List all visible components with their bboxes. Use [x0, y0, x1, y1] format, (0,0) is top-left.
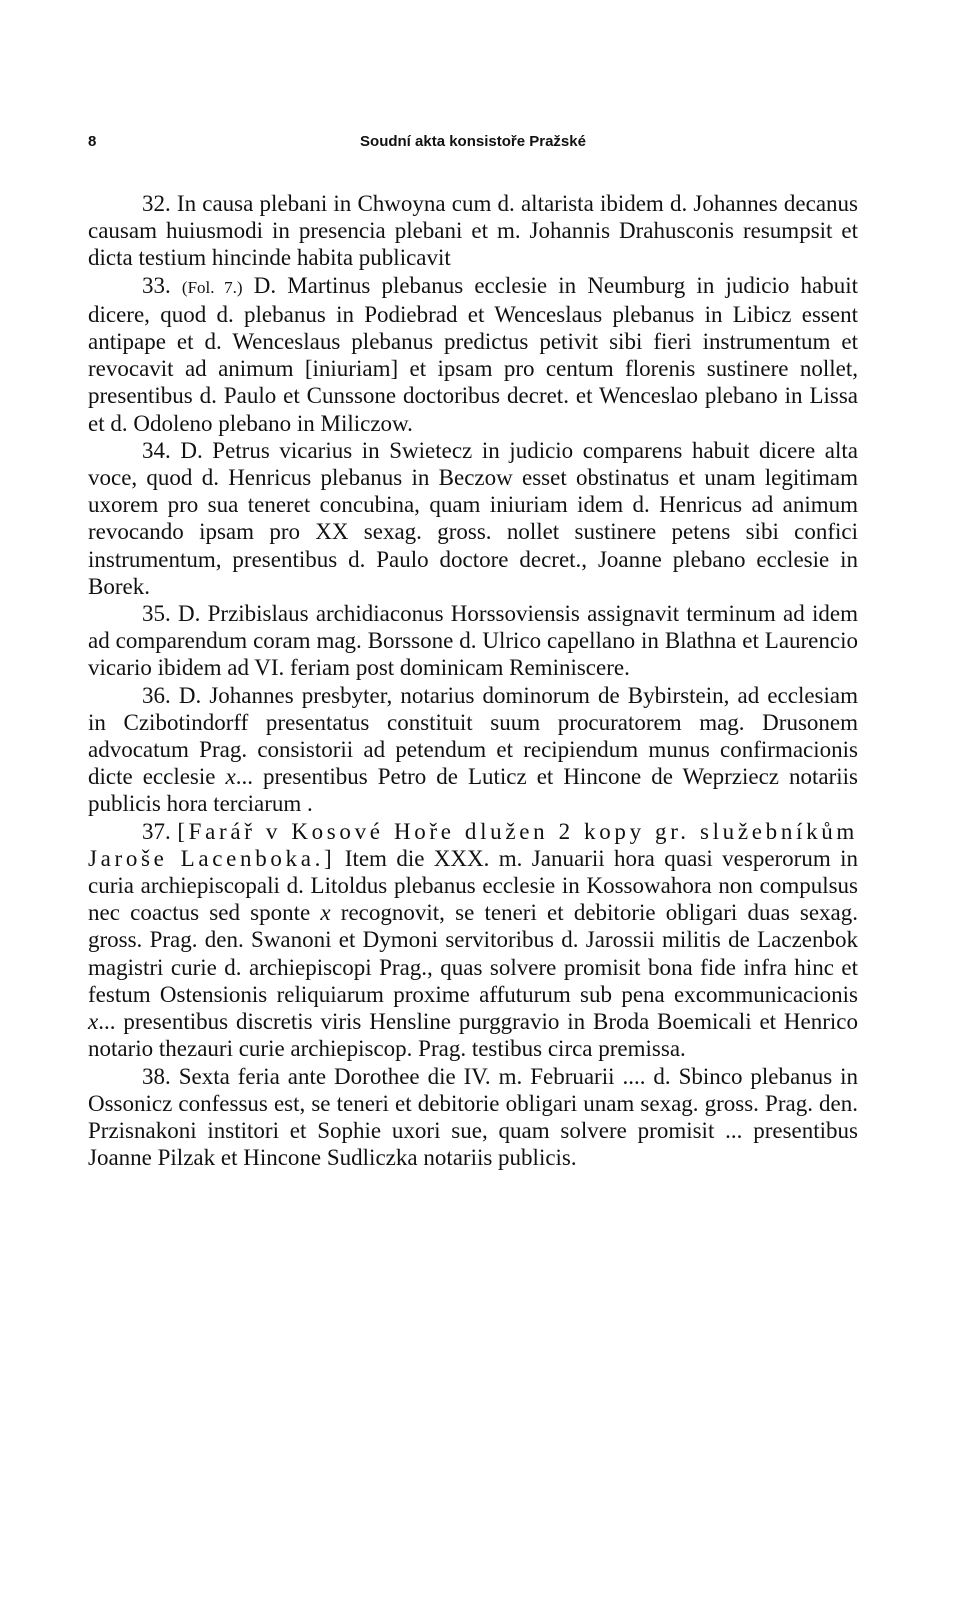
entry-36-text-part-2: ... presentibus Petro de Luticz et Hincone de Weprziecz notariis publicis hora terciarum . — [88, 764, 858, 817]
entry-32 — [88, 190, 858, 272]
entry-35-text: 35. D. Przibislaus archidiaconus Horssoviensis assignavit terminum ad idem ad comparendum coram mag. Borssone d. Ulrico capellano in Blathna et Laurencio vicario ibidem ad VI. feriam post dominicam Reminiscere. — [88, 601, 858, 681]
entry-32-text: 32. In causa plebani in Chwoyna cum d. altarista ibidem d. Johannes decanus causam huiusmodi in presencia plebani et m. Johannis Drahusconis resumpsit et dicta testium hincinde habita publicavit — [88, 191, 858, 271]
etc-mark: x — [225, 764, 236, 790]
running-title: Soudní akta konsistoře Pražské — [360, 133, 586, 150]
entry-37-text-part-3: ... presentibus discretis viris Hensline purggravio in Broda Boemicali et Henrico notario thezauri curie archiepiscop. Prag. testibus circa premissa. — [88, 1009, 858, 1062]
etc-mark: x — [88, 1009, 99, 1035]
document-body — [88, 190, 858, 1171]
entry-38 — [88, 1063, 858, 1172]
folio-reference: (Fol. 7.) — [181, 277, 243, 297]
entry-36-text-part-1: 36. D. Johannes presbyter, notarius dominorum de Bybirstein, ad ecclesiam in Czibotindorff presentatus constituit suum procuratorem mag. Drusonem advocatum Prag. consistorii ad petendum et recipiendum munus confirmacionis dicte ecclesie — [88, 682, 858, 790]
etc-mark: x — [320, 900, 331, 926]
entry-37 — [88, 818, 858, 1063]
entry-37-czech-heading: [Farář v Kosové Hoře dlužen 2 kopy gr. služebníkům Jaroše Lacenboka.] — [88, 818, 858, 871]
entry-38-text: 38. Sexta feria ante Dorothee die IV. m. Februarii .... d. Sbinco plebanus in Ossonicz confessus est, se teneri et debitorie obligari unam sexag. gross. Prag. den. Przisnakoni institori et Sophie uxori sue, quam solvere promisit ... presentibus Joanne Pilzak et Hincone Sudliczka notariis publicis. — [88, 1063, 858, 1171]
entry-37-text-part-1: Item die XXX. m. Januarii hora quasi vesperorum in curia archiepiscopali d. Litoldus plebanus ecclesie in Kossowahora non compulsus nec coactus sed sponte — [88, 845, 859, 926]
entry-34-text: 34. D. Petrus vicarius in Swietecz in judicio comparens habuit dicere alta voce, quod d. Henricus plebanus in Beczow esset obstinatus et unam legitimam uxorem pro sua teneret concubina, quam iniuriam idem d. Henricus ad animum revocando ipsam pro XX sexag. gross. nollet sustinere petens sibi confici instrumentum, presentibus d. Paulo doctore decret., Joanne plebano ecclesie in Borek. — [88, 437, 858, 599]
entry-37-text-part-2: recognovit, se teneri et debitorie obligari duas sexag. gross. Prag. den. Swanoni et Dymoni servitoribus d. Jarossii militis de Laczenbok magistri curie d. archiepiscopi Prag., quas solvere promisit bona fide infra hinc et festum Ostensionis reliquiarum proxime affuturum sub pena excommunicacionis — [88, 900, 858, 1007]
page-number: 8 — [88, 133, 97, 150]
entry-33-text: D. Martinus plebanus ecclesie in Neumburg in judicio habuit dicere, quod d. plebanus in Podiebrad et Wenceslaus plebanus in Libicz essent antipape et d. Wenceslaus plebanus predictus petivit sibi fieri instrumentum et revocavit ad animum [iniuriam] et ipsam pro centum florenis sustinere nollet, presentibus d. Paulo et Cunssone doctoribus decret. et Wenceslao plebano in Lissa et d. Odoleno plebano in Miliczow. — [88, 272, 858, 436]
entry-35 — [88, 600, 858, 682]
page-header — [88, 133, 858, 157]
entry-36 — [88, 682, 858, 818]
entry-33 — [88, 272, 858, 437]
entry-37-number: 37. — [142, 818, 171, 844]
entry-34 — [88, 437, 858, 600]
entry-33-number: 33. — [142, 272, 171, 298]
